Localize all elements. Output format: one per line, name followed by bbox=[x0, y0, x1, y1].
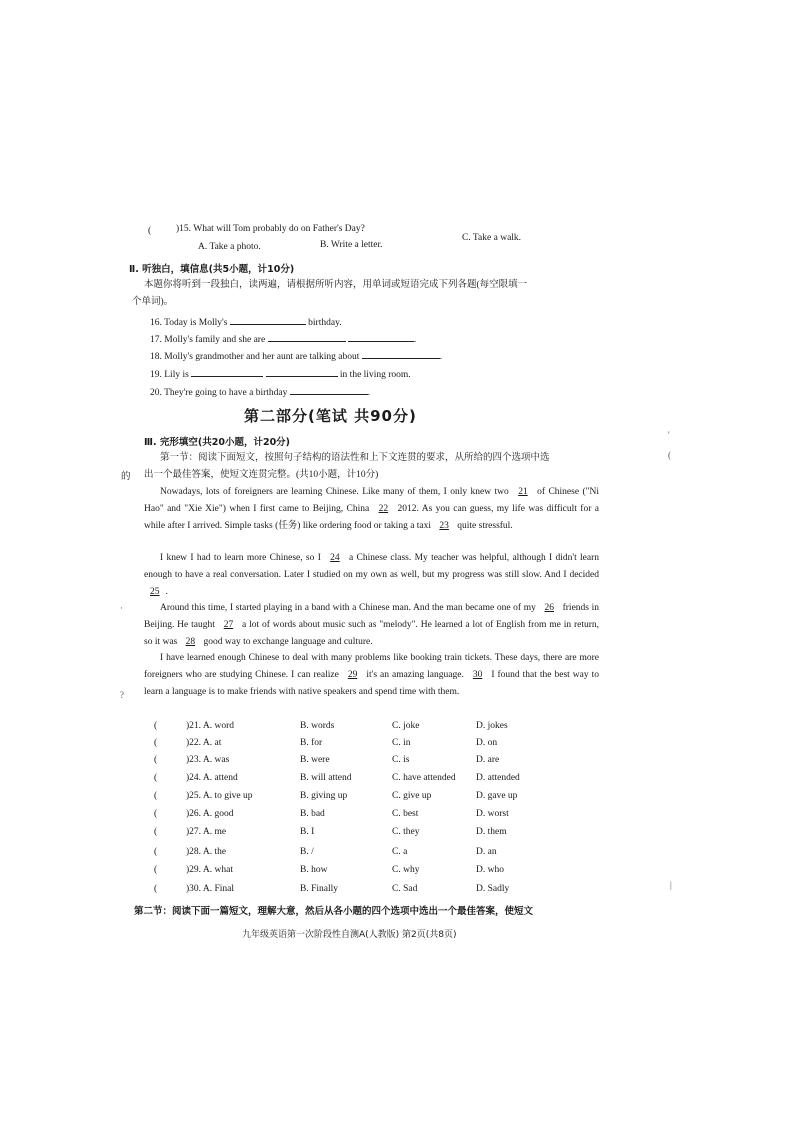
section2-instruction-1: 本题你将听到一段独白，读两遍，请根据所听内容，用单词或短语完成下列各题(每空限填一 bbox=[144, 280, 528, 290]
scan-mark-left-2: ? bbox=[120, 690, 124, 700]
answer-blank-19b[interactable] bbox=[266, 366, 338, 377]
answer-blank-20[interactable] bbox=[290, 384, 368, 395]
blank-27[interactable]: 27 bbox=[223, 619, 234, 630]
item-20: 20. They're going to have a birthday . bbox=[150, 384, 370, 400]
option-row-30: ( )30. A. Final B. Finally C. Sad D. Sadly bbox=[154, 884, 510, 894]
blank-25[interactable]: 25 bbox=[150, 586, 160, 597]
q15-option-b: B. Write a letter. bbox=[320, 240, 383, 250]
blank-24[interactable]: 24 bbox=[330, 553, 340, 563]
answer-blank-17b[interactable] bbox=[348, 331, 414, 342]
option-row-25: ( )25. A. to give up B. giving up C. give up D. gave up bbox=[154, 791, 518, 801]
blank-23[interactable]: 23 bbox=[439, 520, 449, 531]
blank-30[interactable]: 30 bbox=[472, 669, 483, 680]
item-18: 18. Molly's grandmother and her aunt are talking about . bbox=[150, 348, 442, 364]
passage-paragraph-4: I have learned enough Chinese to deal with many problems like booking train tickets. These days, there are more foreigners who are studying Chinese. I can realize 29 it's an amazing language. 30 I found that the best way to learn a language is to make friends with native speakers and spend time with them. bbox=[144, 653, 600, 697]
part2-title: 第二部分(笔试 共90分) bbox=[244, 407, 417, 425]
q15-option-c: C. Take a walk. bbox=[462, 233, 522, 243]
item-16: 16. Today is Molly's birthday. bbox=[150, 314, 342, 330]
option-row-22: ( )22. A. at B. for C. in D. on bbox=[154, 738, 498, 748]
blank-26[interactable]: 26 bbox=[544, 603, 554, 613]
answer-blank-19a[interactable] bbox=[191, 366, 263, 377]
item-19: 19. Lily is in the living room. bbox=[150, 366, 411, 382]
blank-29[interactable]: 29 bbox=[347, 669, 358, 680]
section3-sub1-line1: 第一节：阅读下面短文，按照句子结构的语法性和上下文连贯的要求，从所给的四个选项中选 bbox=[160, 453, 550, 463]
passage-paragraph-2: I knew I had to learn more Chinese, so I 24 a Chinese class. My teacher was helpful, although I didn't learn enough to have a real conversation. Later I studied on my own as well, but my progress was still slow. And I decided 25 . bbox=[144, 553, 600, 597]
answer-blank-17a[interactable] bbox=[268, 331, 346, 342]
q15-paren: ( bbox=[148, 226, 152, 236]
section3-heading: Ⅲ. 完形填空(共20小题，计20分) bbox=[144, 437, 291, 448]
blank-21[interactable]: 21 bbox=[518, 487, 528, 497]
blank-28[interactable]: 28 bbox=[185, 636, 196, 647]
section2-instruction-2: 个单词)。 bbox=[132, 297, 174, 307]
scan-mark-right-1: ' bbox=[668, 430, 670, 440]
scan-mark-left-1: · bbox=[120, 603, 123, 613]
section2-heading: Ⅱ. 听独白，填信息(共5小题，计10分) bbox=[129, 264, 295, 275]
blank-22[interactable]: 22 bbox=[378, 503, 389, 514]
q15-stem: )15. What will Tom probably do on Father's Day? bbox=[176, 224, 365, 234]
section3-sub1-line2: 出一个最佳答案，使短文连贯完整。(共10小题，计10分) bbox=[144, 470, 379, 480]
answer-blank-16[interactable] bbox=[230, 314, 306, 325]
scan-mark-right-2: ( bbox=[668, 450, 671, 460]
option-row-29: ( )29. A. what B. how C. why D. who bbox=[154, 865, 504, 875]
option-row-21: ( )21. A. word B. words C. joke D. jokes bbox=[154, 721, 508, 731]
option-row-26: ( )26. A. good B. bad C. best D. worst bbox=[154, 809, 509, 819]
item-17: 17. Molly's family and she are . bbox=[150, 331, 416, 347]
passage-paragraph-3: Around this time, I started playing in a band with a Chinese man. And the man became one of my 26 friends in Beijing. He taught 27 a lot of words about music such as "melody". He learned a lot of English from me in return, so it was 28 good way to exchange language and culture. bbox=[144, 603, 600, 647]
scan-mark-right-3: | bbox=[670, 880, 672, 890]
q15-option-a: A. Take a photo. bbox=[198, 242, 261, 252]
answer-blank-18[interactable] bbox=[362, 348, 440, 359]
option-row-28: ( )28. A. the B. / C. a D. an bbox=[154, 847, 497, 857]
margin-char: 的 bbox=[121, 472, 131, 482]
option-row-23: ( )23. A. was B. were C. is D. are bbox=[154, 755, 500, 765]
page-footer: 九年级英语第一次阶段性自测A(人教版) 第2页(共8页) bbox=[242, 930, 457, 940]
section3-sub2-line: 第二节：阅读下面一篇短文，理解大意，然后从各小题的四个选项中选出一个最佳答案，使短文 bbox=[134, 906, 534, 917]
option-row-24: ( )24. A. attend B. will attend C. have attended D. attended bbox=[154, 773, 520, 783]
passage-paragraph-1: Nowadays, lots of foreigners are learning Chinese. Like many of them, I only knew two 21 of Chinese ("Ni Hao" and "Xie Xie") when I first came to Beijing, China 22 2012. As you can guess, my life was difficult for a while after I arrived. Simple tasks (任务) like ordering food or taking a taxi 23 quite stressful. bbox=[144, 487, 600, 531]
option-row-27: ( )27. A. me B. I C. they D. them bbox=[154, 827, 507, 837]
